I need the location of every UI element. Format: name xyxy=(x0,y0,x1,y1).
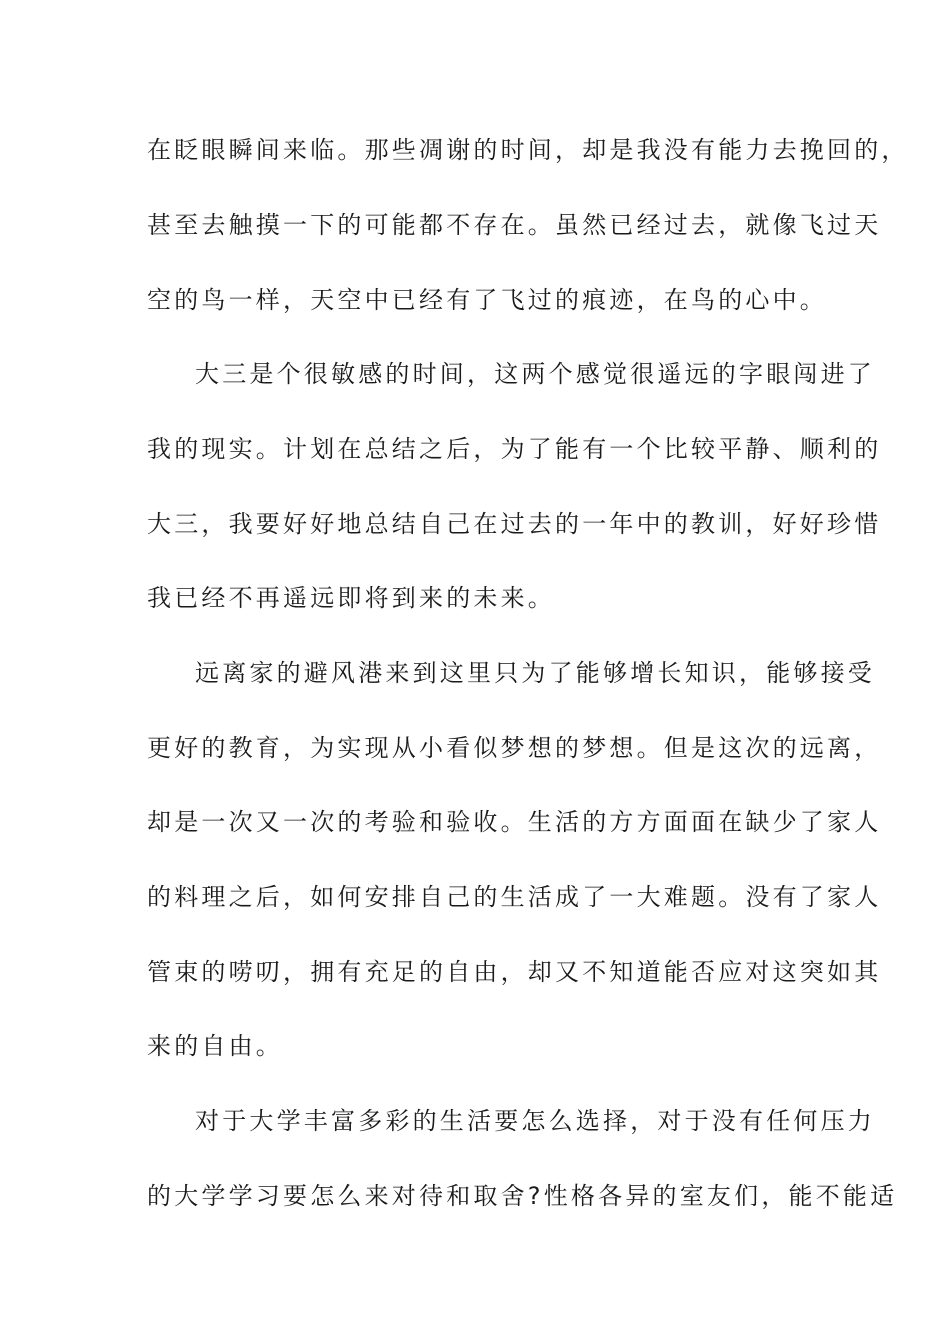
paragraph-line: 却是一次又一次的考验和验收。生活的方方面面在缺少了家人 xyxy=(147,808,882,836)
paragraph-line: 我的现实。计划在总结之后，为了能有一个比较平静、顺利的 xyxy=(147,435,882,463)
paragraph-line: 我已经不再遥远即将到来的未来。 xyxy=(147,584,555,612)
paragraph-line: 管束的唠叨，拥有充足的自由，却又不知道能否应对这突如其 xyxy=(147,958,882,986)
paragraph-line: 的料理之后，如何安排自己的生活成了一大难题。没有了家人 xyxy=(147,883,882,911)
paragraph-line: 对于大学丰富多彩的生活要怎么选择，对于没有任何压力 xyxy=(195,1107,875,1135)
paragraph-line: 空的鸟一样，天空中已经有了飞过的痕迹，在鸟的心中。 xyxy=(147,286,827,314)
paragraph-line: 的大学学习要怎么来对待和取舍?性格各异的室友们，能不能适 xyxy=(147,1182,898,1210)
paragraph-line: 来的自由。 xyxy=(147,1032,283,1060)
paragraph-line: 远离家的避风港来到这里只为了能够增长知识，能够接受 xyxy=(195,659,875,687)
paragraph-line: 甚至去触摸一下的可能都不存在。虽然已经过去，就像飞过天 xyxy=(147,211,882,239)
paragraph-line: 更好的教育，为实现从小看似梦想的梦想。但是这次的远离， xyxy=(147,734,882,762)
paragraph-line: 在眨眼瞬间来临。那些凋谢的时间，却是我没有能力去挽回的， xyxy=(147,136,909,164)
paragraph-line: 大三，我要好好地总结自己在过去的一年中的教训，好好珍惜 xyxy=(147,510,882,538)
paragraph-line: 大三是个很敏感的时间，这两个感觉很遥远的字眼闯进了 xyxy=(195,360,875,388)
